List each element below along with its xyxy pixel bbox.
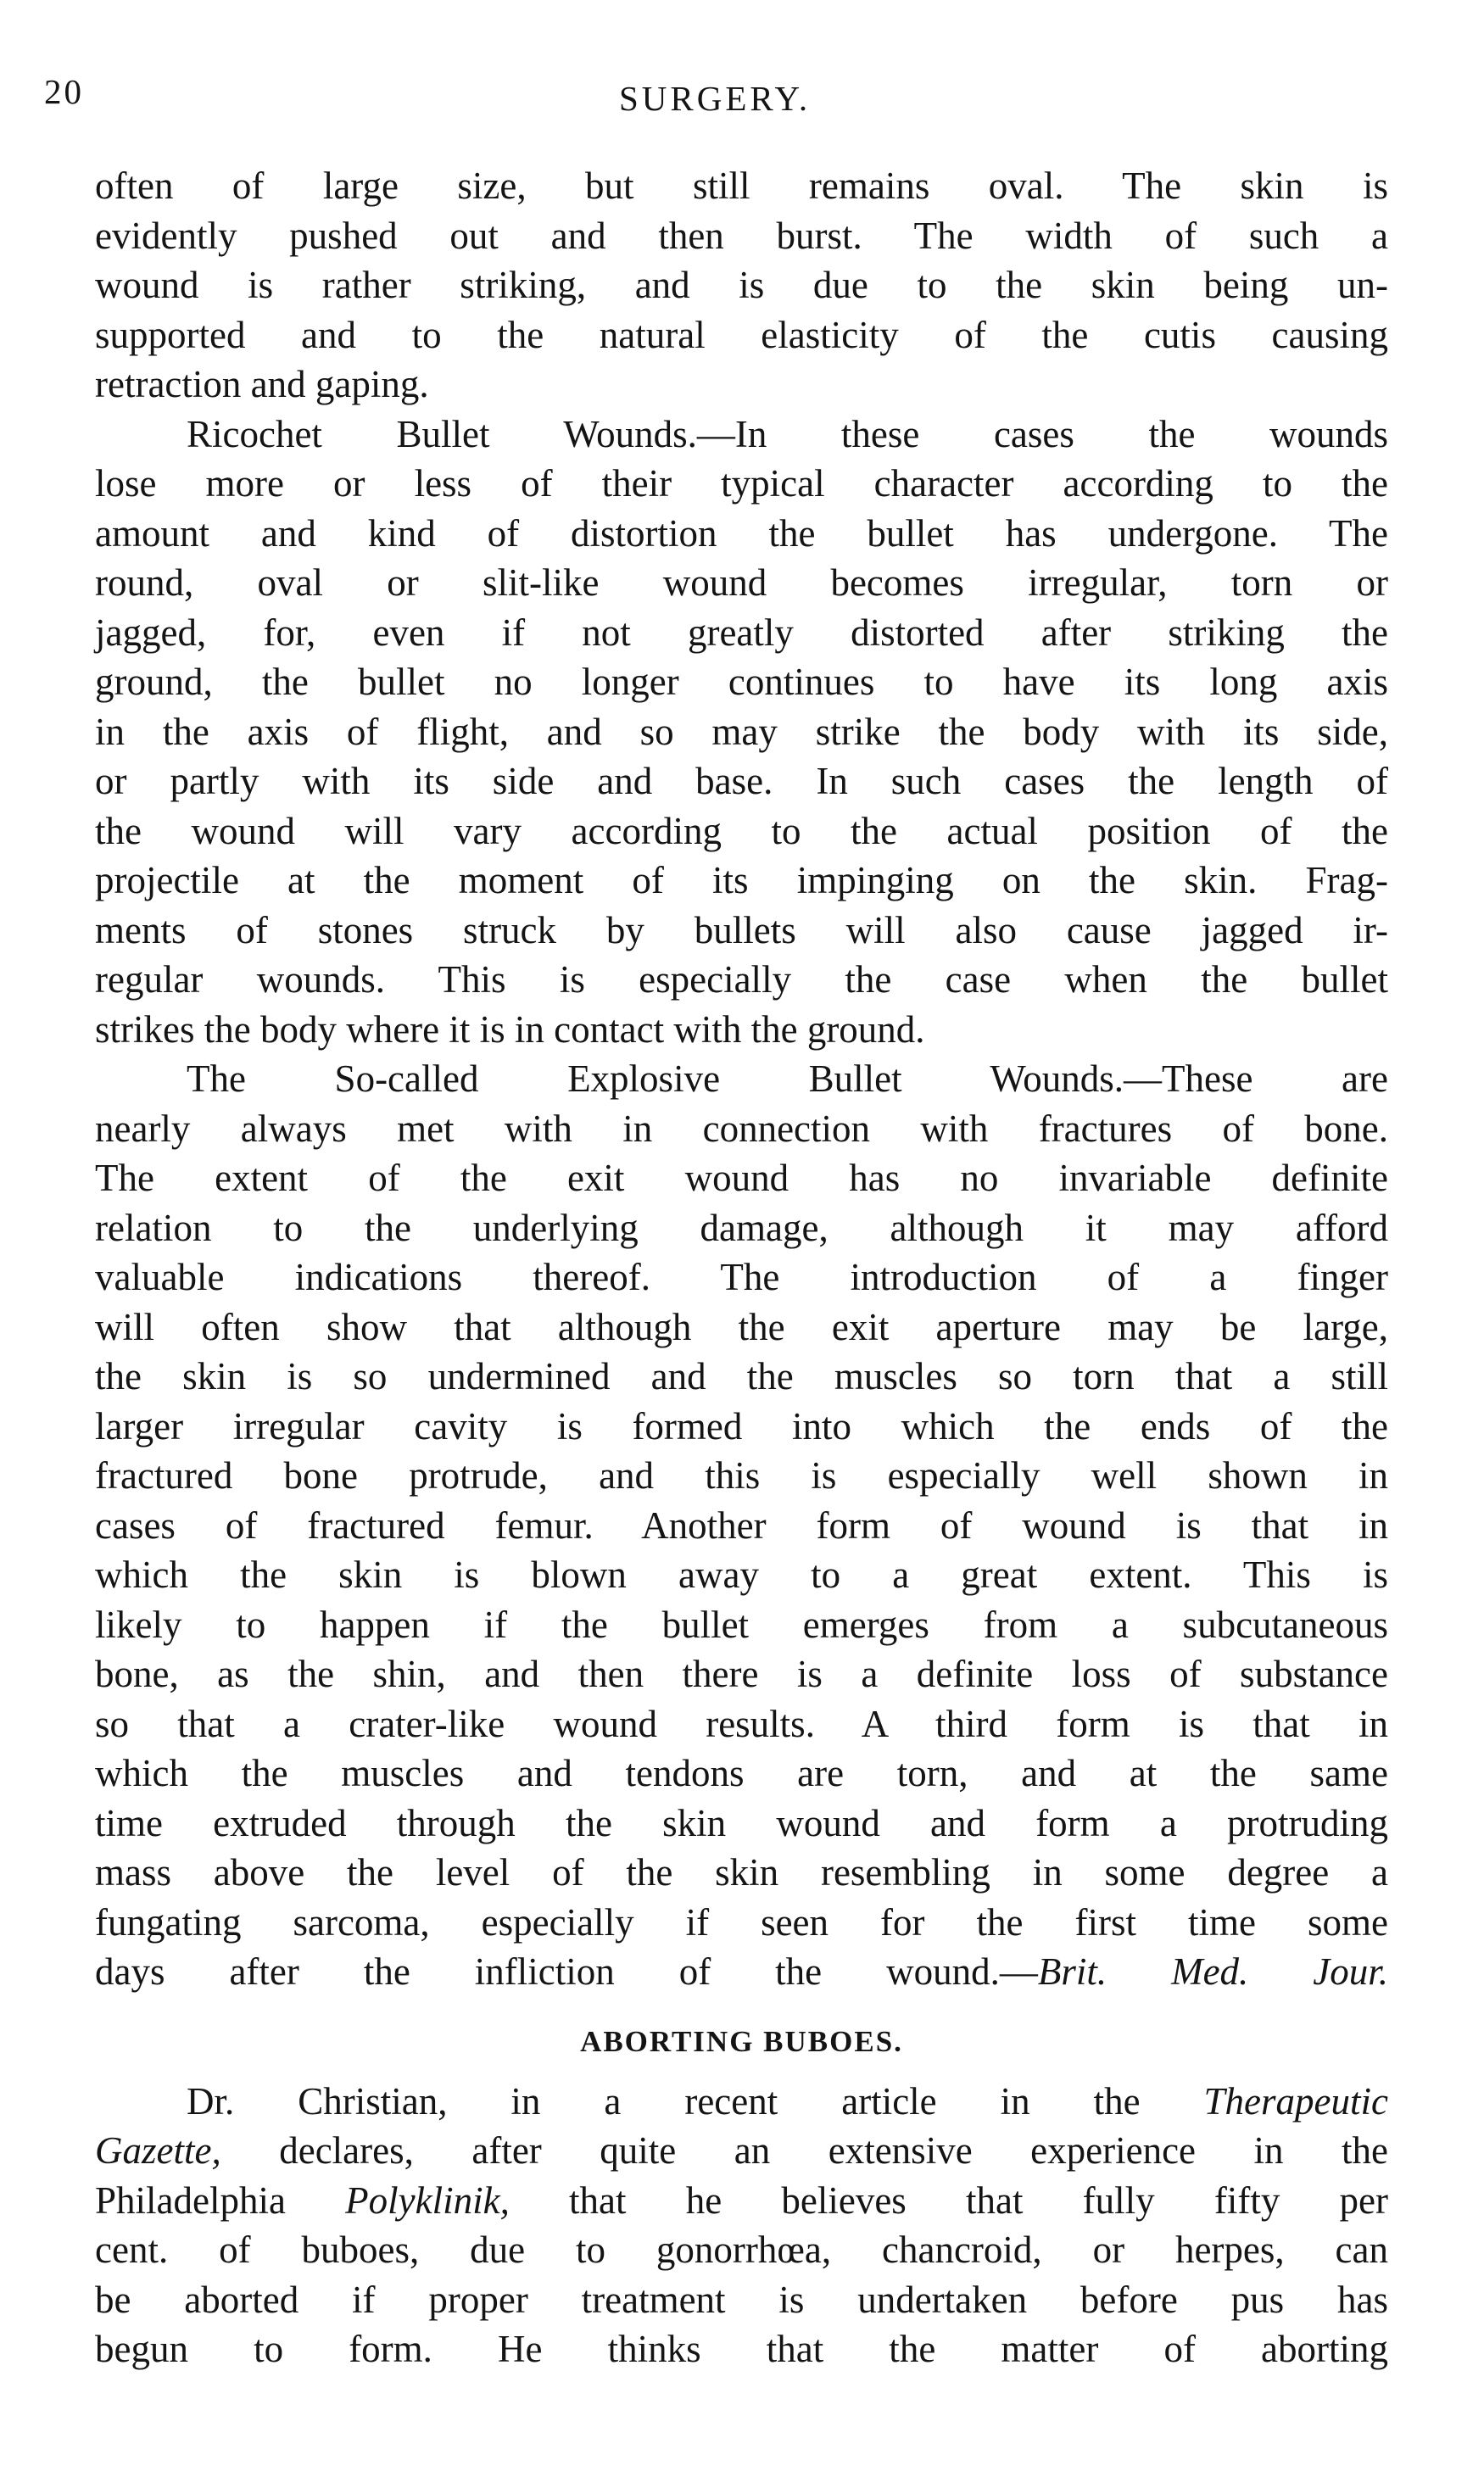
text-line: nearly always met with in connection with fractures of bone.	[95, 1107, 1388, 1150]
text-line: cases of fractured femur. Another form of wound is that in	[95, 1503, 1388, 1547]
section-heading: ABORTING BUBOES.	[580, 2024, 903, 2058]
text-fragment: days after the infliction of the wound.—	[95, 1950, 1038, 1993]
text-line: jagged, for, even if not greatly distorted after striking the	[95, 611, 1388, 654]
text-line: round, oval or slit-like wound becomes irregular, torn or	[95, 561, 1388, 604]
text-line: bone, as the shin, and then there is a definite loss of substance	[95, 1653, 1388, 1695]
text-fragment: declares, after quite an extensive experience in the	[279, 2129, 1388, 2172]
text-fragment: that he believes that fully fifty per	[509, 2178, 1388, 2222]
page-number: 20	[44, 72, 84, 111]
text-line: fungating sarcoma, especially if seen for the first time some	[95, 1900, 1388, 1944]
text-line: valuable indications thereof. The introduction of a finger	[95, 1256, 1388, 1298]
text-line: which the skin is blown away to a great extent. This is	[95, 1554, 1388, 1596]
text-line: relation to the underlying damage, although it may afford	[95, 1206, 1388, 1249]
text-line: supported and to the natural elasticity of the cutis causing	[95, 313, 1388, 356]
text-line: amount and kind of distortion the bullet has undergone. The	[95, 511, 1388, 555]
citation: Brit. Med. Jour.	[1037, 1950, 1388, 1993]
clinic-name: Polyklinik,	[345, 2178, 510, 2222]
text-fragment: Dr. Christian, in a recent article in the	[187, 2079, 1204, 2123]
text-line: cent. of buboes, due to gonorrhœa, chancroid, or herpes, can	[95, 2229, 1388, 2271]
text-line: be aborted if proper treatment is undertaken before pus has	[95, 2278, 1388, 2321]
text-line: retraction and gaping.	[95, 363, 429, 405]
text-line: the wound will vary according to the actual position of the	[95, 809, 1388, 852]
text-line: will often show that although the exit aperture may be large,	[95, 1305, 1388, 1348]
text-line: which the muscles and tendons are torn, and at the same	[95, 1752, 1388, 1794]
text-line: time extruded through the skin wound and form a protruding	[95, 1801, 1388, 1844]
text-line: regular wounds. This is especially the case when the bullet	[95, 958, 1388, 1001]
text-line: lose more or less of their typical character according to the	[95, 462, 1388, 505]
text-line: larger irregular cavity is formed into which the ends of the	[95, 1404, 1388, 1448]
journal-title: Therapeutic	[1203, 2079, 1388, 2123]
text-line: often of large size, but still remains oval. The skin is	[95, 165, 1388, 207]
text-line: ground, the bullet no longer continues to have its long axis	[95, 661, 1388, 703]
text-line: so that a crater-like wound results. A third form is that in	[95, 1702, 1388, 1745]
journal-title: Gazette,	[95, 2129, 221, 2172]
text-fragment: Philadelphia	[95, 2178, 346, 2222]
text-line: in the axis of flight, and so may strike the body with its side,	[95, 710, 1388, 753]
body-text	[95, 161, 1388, 2374]
text-line: begun to form. He thinks that the matter of aborting	[95, 2328, 1388, 2370]
text-line: ments of stones struck by bullets will also cause jagged ir-	[95, 908, 1388, 951]
spacer	[95, 1997, 1388, 2007]
text-line: evidently pushed out and then burst. The width of such a	[95, 214, 1388, 257]
text-line: fractured bone protrude, and this is especially well shown in	[95, 1454, 1388, 1497]
text-line	[95, 2176, 1388, 2226]
text-line: or partly with its side and base. In such cases the length of	[95, 760, 1388, 802]
text-line: projectile at the moment of its impinging on the skin. Frag-	[95, 859, 1388, 901]
text-line-with-citation	[95, 1947, 1388, 1997]
paragraph-buboes-start	[95, 2077, 1388, 2127]
paragraph-explosive-start: The So-called Explosive Bullet Wounds.—These are	[187, 1057, 1388, 1100]
text-line: wound is rather striking, and is due to the skin being un-	[95, 264, 1388, 306]
text-line: the skin is so undermined and the muscles so torn that a still	[95, 1355, 1388, 1397]
running-title: SURGERY.	[619, 79, 812, 118]
text-line: strikes the body where it is in contact with the ground.	[95, 1007, 925, 1051]
text-line	[95, 2126, 1388, 2176]
text-line: mass above the level of the skin resembling in some degree a	[95, 1851, 1388, 1894]
running-head	[0, 68, 1484, 127]
paragraph-ricochet-start: Ricochet Bullet Wounds.—In these cases the wounds	[187, 412, 1388, 455]
text-line: The extent of the exit wound has no invariable definite	[95, 1157, 1388, 1199]
text-line: likely to happen if the bullet emerges from a subcutaneous	[95, 1603, 1388, 1646]
